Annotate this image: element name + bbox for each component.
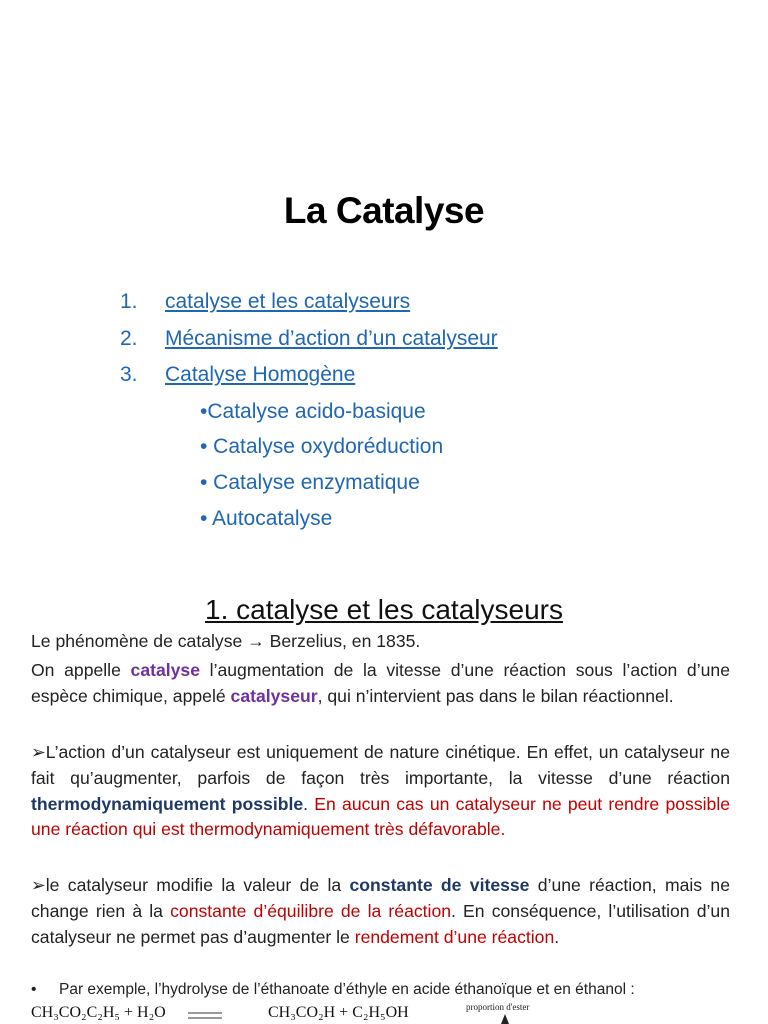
section-title: 1. catalyse et les catalyseurs	[205, 594, 563, 625]
toc-link[interactable]: catalyse et les catalyseurs	[165, 290, 411, 313]
subtopic-autocatalyse: • Autocatalyse	[200, 507, 333, 530]
text-run: l’augmentation de la vitesse d’une réaction sous l’action d’une espèce chimique, appelé	[31, 660, 730, 706]
paragraph-rate-constant	[31, 873, 730, 950]
graph-label: proportion d'ester	[466, 1002, 530, 1012]
text-run: .	[303, 793, 315, 814]
paragraph-history: Le phénomène de catalyse → Berzelius, en 1835.	[31, 631, 421, 651]
subtopic-enzymatique: • Catalyse enzymatique	[200, 471, 420, 494]
term-yield: rendement d’une réaction	[354, 926, 555, 947]
term-thermodynamic: thermodynamiquement possible	[31, 793, 304, 814]
page-title: La Catalyse	[283, 190, 485, 231]
term-catalyse: catalyse	[130, 660, 200, 680]
term-catalyseur: catalyseur	[230, 685, 318, 706]
subtopic-acido-basique: •Catalyse acido-basique	[200, 400, 426, 423]
term-equilibrium-constant: constante d’équilibre de la réaction	[170, 900, 452, 921]
toc-number: 2.	[120, 327, 138, 350]
toc-number: 1.	[120, 290, 138, 313]
paragraph-definition	[31, 658, 730, 710]
paragraph-kinetic	[31, 740, 730, 843]
example-text: Par exemple, l’hydrolyse de l’éthanoate d’éthyle en acide éthanoïque et en éthanol :	[59, 981, 635, 998]
arrow-bullet-icon: ➢	[31, 875, 46, 895]
warning-text: En aucun cas un catalyseur ne peut rendre possible une réaction qui est thermodynamiquement très défavorable.	[31, 793, 731, 840]
toc-number: 3.	[120, 363, 138, 386]
bullet-icon: •	[31, 981, 37, 998]
text-run: On appelle	[31, 660, 131, 680]
example-line	[31, 981, 635, 999]
equation-left: CH₃CO₂C₂H₅ + H₂O	[31, 1004, 166, 1021]
toc-link[interactable]: Catalyse Homogène	[165, 363, 356, 386]
arrow-bullet-icon: ➢	[31, 742, 46, 762]
term-rate-constant: constante de vitesse	[349, 875, 530, 895]
text-run: d’une réaction, mais ne change rien à la	[31, 875, 730, 921]
toc-link[interactable]: Mécanisme d’action d’un catalyseur	[165, 327, 498, 350]
subtopic-oxydoreduction: • Catalyse oxydoréduction	[200, 435, 444, 458]
axis-arrow-icon	[500, 1014, 510, 1024]
equilibrium-arrow-icon	[186, 1010, 226, 1022]
text-run: le catalyseur modifie la valeur de la	[45, 875, 350, 895]
text-run: .	[554, 926, 560, 947]
text-run: . En conséquence, l’utilisation d’un catalyseur ne permet pas d’augmenter le	[31, 900, 730, 947]
text-run: , qui n’intervient pas dans le bilan réactionnel.	[317, 685, 674, 706]
text-run: L’action d’un catalyseur est uniquement de nature cinétique. En effet, un catalyseur ne fait qu’augmenter, parfois de façon très importante, la vitesse d’une réaction	[31, 742, 730, 788]
equation-right: CH₃CO₂H + C₂H₅OH	[268, 1004, 409, 1021]
